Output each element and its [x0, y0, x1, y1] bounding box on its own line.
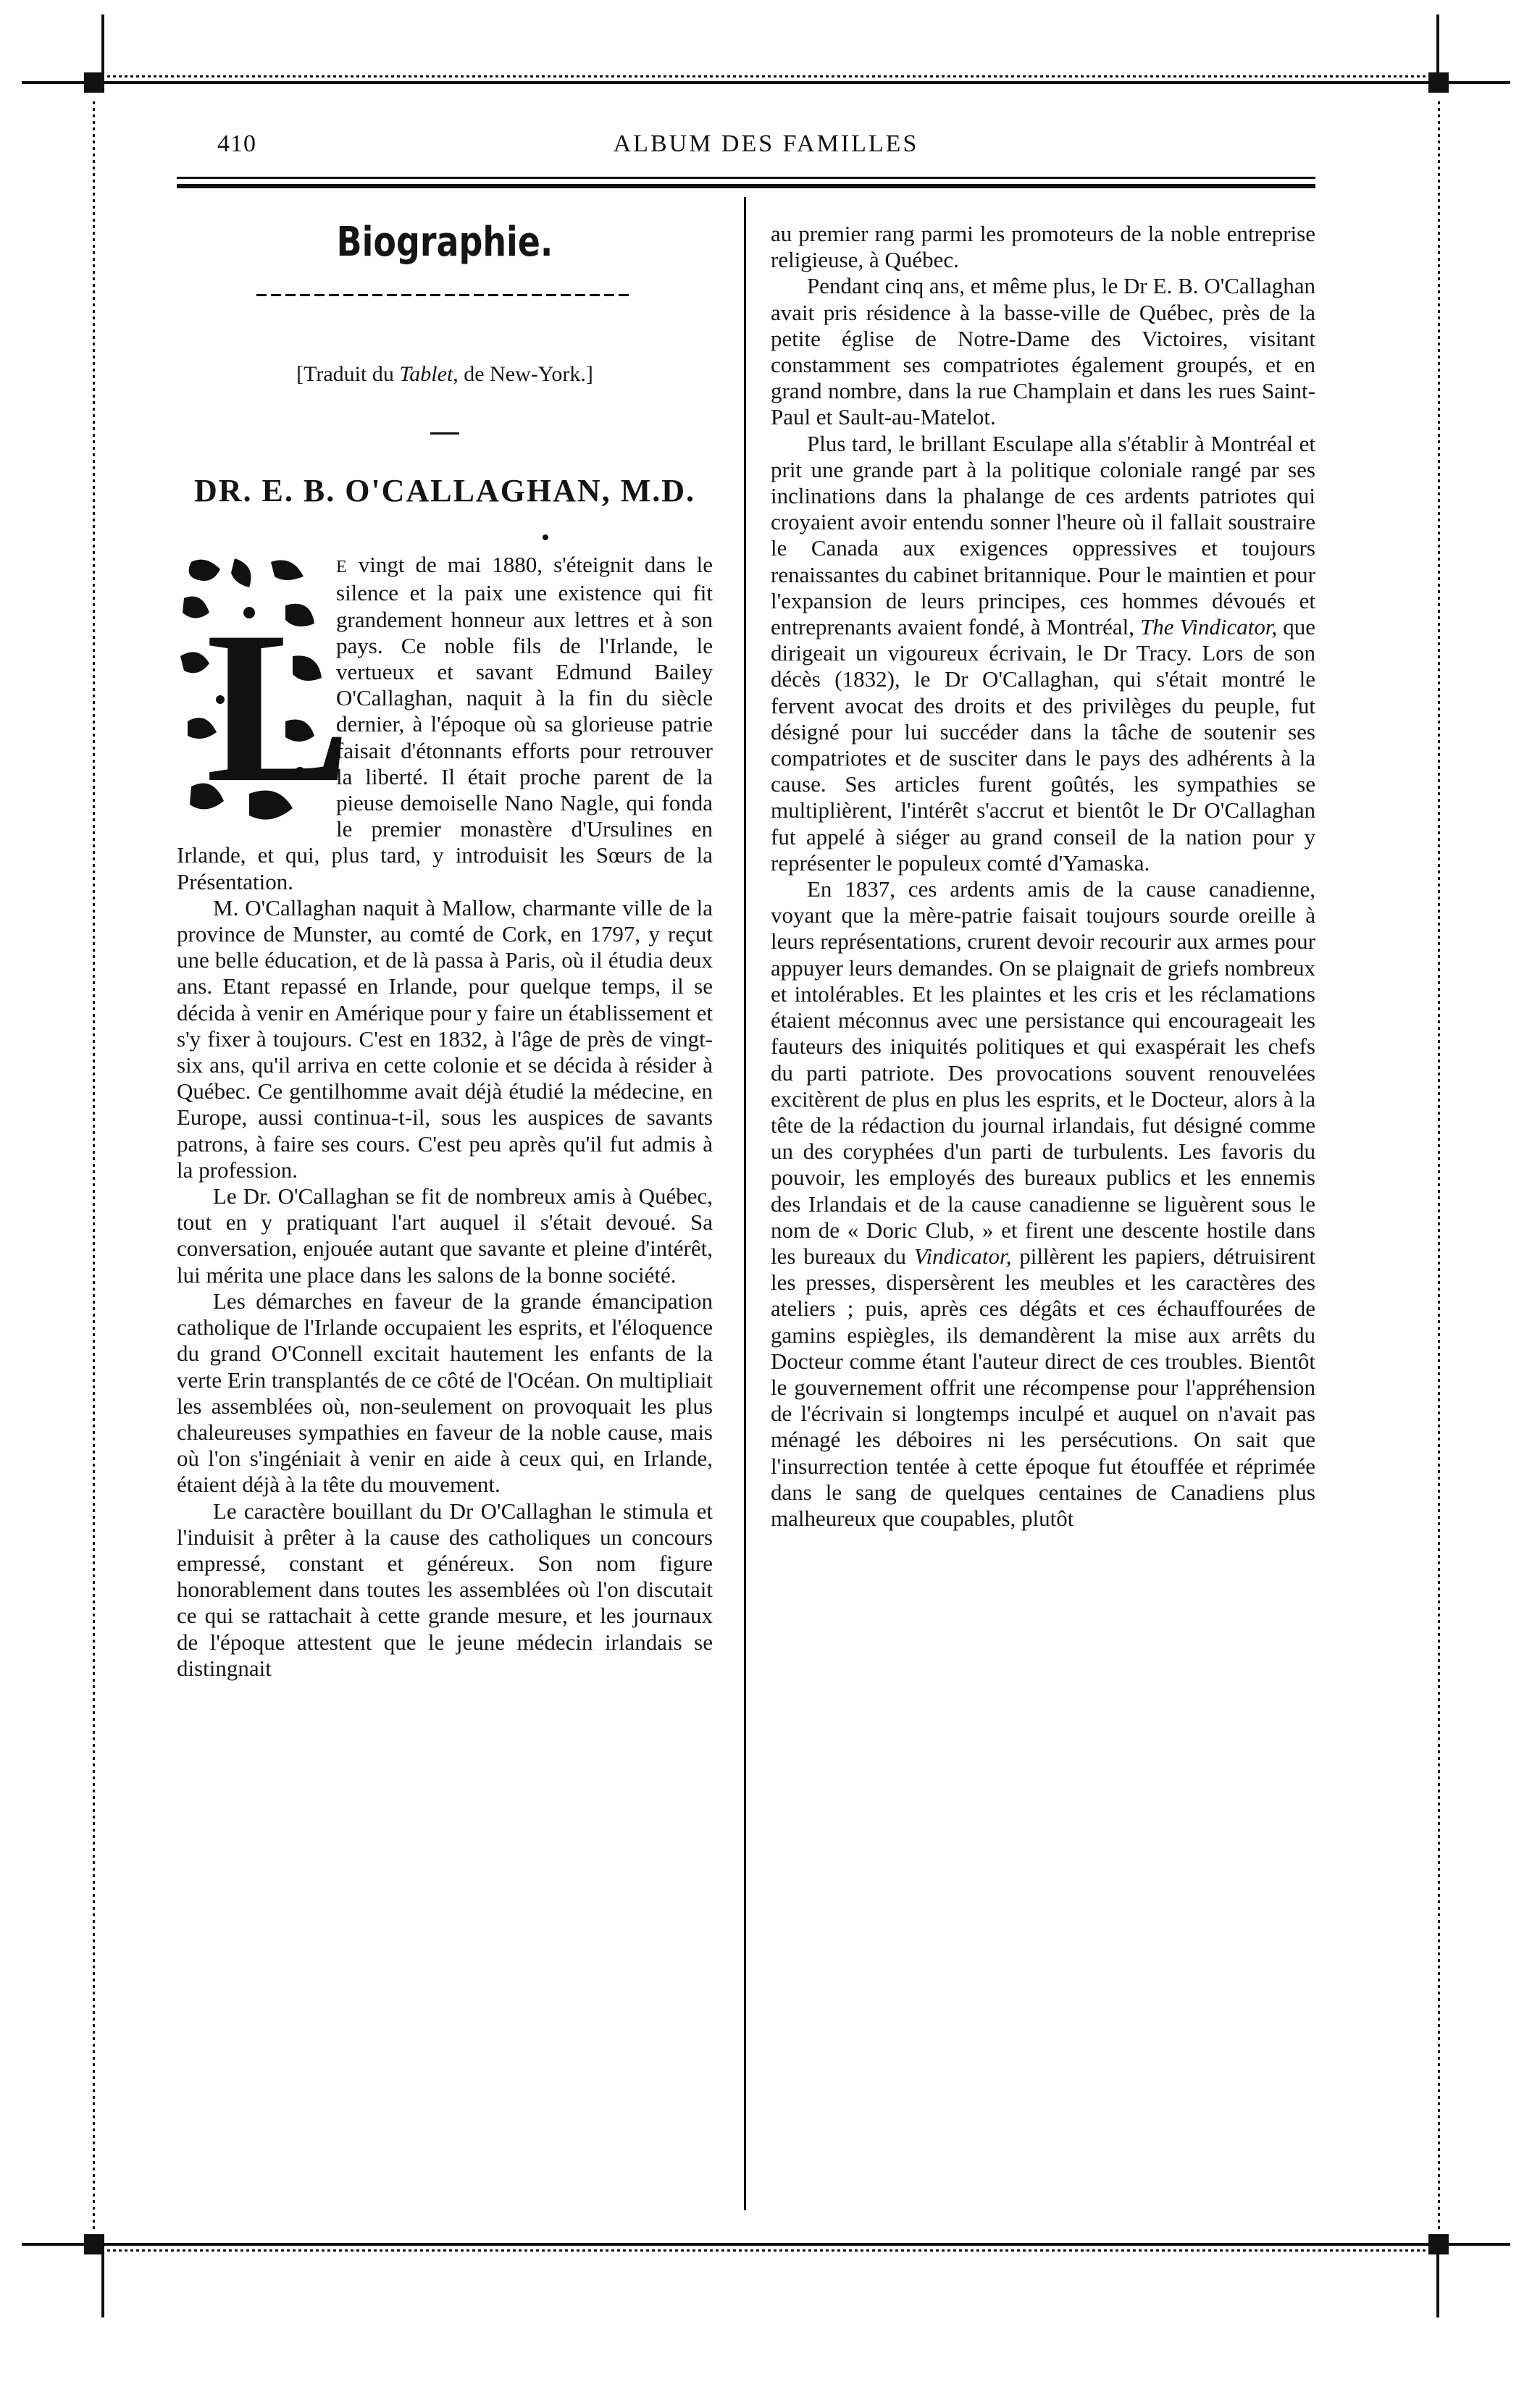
column-divider — [744, 197, 746, 2210]
paragraph-4: Les démarches en faveur de la grande émancipation catholique de l'Irlande occupaient les esprits, et l'éloquence du grand O'Connell excitait hautement les enfants de la verte Erin transplantés de ce côté de l'Océan. On multipliait les assemblées où, non-seulement on provoquait les plus chaleureuses sympathies en faveur de la noble cause, mais où l'on s'ingéniait à venir en aide à ceux qui, en Irlande, étaient déjà à la tête du mouvement. — [177, 1288, 713, 1498]
source-note-suffix: , de New-York.] — [453, 362, 593, 386]
ornament-dot — [543, 534, 548, 540]
corner-spike-top-right — [1436, 14, 1439, 80]
frame-right-border — [1438, 101, 1440, 2231]
frame-top-border — [43, 81, 1489, 84]
corner-ornament-bottom-left — [84, 2234, 104, 2254]
source-note-prefix: [Traduit du — [296, 362, 400, 386]
corner-ornament-bottom-right — [1428, 2234, 1449, 2254]
paragraph-7-text-a: Plus tard, le brillant Esculape alla s'établir à Montréal et prit une grande part à la politique coloniale rangé par ses inclinations dans la phalange de ces ardents patriotes qui croyaient avoir entendu sonner l'heure où il fallait soustraire le Canada aux exigences oppressives et toujours renaissantes du cabinet britannique. Pour le maintien et pour l'expansion de leurs principes, ces hommes dévoués et entreprenants avaient fondé, à Montréal, — [771, 430, 1315, 640]
corner-spike-left-bottom — [22, 2243, 72, 2246]
frame-bottom-border — [43, 2243, 1489, 2246]
frame-left-border — [93, 101, 95, 2231]
paragraph-8-text-b: pillèrent les papiers, détruisirent les presses, dispersèrent les meubles et les caractères des ateliers ; puis, après ces dégâts et ces échauffourées de gamins espiègles, ils demandèrent la mise aux arrêts du Docteur comme étant l'auteur direct de ces troubles. Bientôt le gouvernement offrit une récompense pour l'appréhension de l'écrivain si longtemps inculpé et auquel on n'avait pas ménagé les déboires ni les persécutions. On sait que l'insurrection tentée à cette époque fut étouffée et réprimée dans le sang de quelques centaines de Canadiens plus malheureux que coupables, plutôt — [771, 1243, 1315, 1531]
newspaper-title-vindicator: The Vindicator, — [1140, 614, 1278, 640]
paragraph-5-continued: au premier rang parmi les promoteurs de la noble entreprise religieuse, à Québec. — [771, 221, 1315, 273]
paragraph-6: Pendant cinq ans, et même plus, le Dr E. B. O'Callaghan avait pris résidence à la basse-ville de Québec, près de la petite église de Notre-Dame des Victoires, visitant constamment ses compatriotes également groupés, et en grand nombre, dans la rue Champlain et dans les rues Saint-Paul et Sault-au-Matelot. — [771, 273, 1315, 430]
page-number: 410 — [217, 130, 256, 157]
right-column — [771, 221, 1315, 1532]
drop-cap-letter: L — [206, 587, 351, 828]
corner-spike-bottom-right — [1436, 2252, 1439, 2317]
header-rule-top — [177, 177, 1315, 179]
article-title: DR. E. B. O'CALLAGHAN, M.D. — [193, 473, 696, 509]
heading-divider — [256, 294, 633, 296]
section-heading: Biographie. — [336, 219, 553, 266]
paragraph-8 — [771, 876, 1315, 1532]
source-note-publication: Tablet — [399, 362, 453, 386]
paragraph-5: Le caractère bouillant du Dr O'Callaghan le stimula et l'induisit à prêter à la cause des catholiques un concours empressé, constant et généreux. Son nom figure honorablement dans toutes les assemblées où l'on discutait ce qui se rattachait à cette grande mesure, et les journaux de l'époque attestent que le jeune médecin irlandais se distingnait — [177, 1498, 713, 1681]
running-title: ALBUM DES FAMILLES — [613, 130, 919, 157]
paragraph-1-text: vingt de mai 1880, s'éteignit dans le silence et la paix une existence qui fit grandement honneur aux lettres et à son pays. Ce noble fils de l'Irlande, le vertueux et savant Edmund Bailey O'Callaghan, naquit à la fin du siècle dernier, à l'époque où sa glorieuse patrie faisait d'étonnants efforts pour retrouver la liberté. Il était proche parent de la pieuse demoiselle Nano Nagle, qui fonda le premier monastère d'Ursulines en Irlande, et qui, plus tard, y introduisit les Sœurs de la Présentation. — [177, 552, 713, 894]
corner-spike-right-top — [1460, 81, 1510, 84]
corner-spike-left-top — [22, 81, 72, 84]
paragraph-3: Le Dr. O'Callaghan se fit de nombreux amis à Québec, tout en y pratiquant l'art auquel il s'était devoué. Sa conversation, enjouée autant que savante et pleine d'intérêt, lui mérita une place dans les salons de la bonne société. — [177, 1183, 713, 1288]
frame-top-ornament — [101, 75, 1434, 77]
short-divider — [430, 432, 459, 435]
paragraph-7-text-b: que dirigeait un vigoureux écrivain, le Dr Tracy. Lors de son décès (1832), le Dr O'Callaghan, qui s'était montré le fervent avocat des droits et des privilèges du peuple, fut désigné pour lui succéder dans la tâche de soutenir ses compatriotes et de susciter dans le pays des adhérents à la cause. Ses articles furent goûtés, les sympathies se multiplièrent, l'intérêt s'accrut et bientôt le Dr O'Callaghan fut appelé à siéger au grand conseil de la nation pour y représenter le populeux comté d'Yamaska. — [771, 614, 1315, 876]
frame-bottom-ornament — [101, 2249, 1434, 2252]
corner-spike-right-bottom — [1460, 2243, 1510, 2246]
corner-spike-top-left — [101, 14, 104, 80]
corner-spike-bottom-left — [101, 2252, 104, 2317]
left-column — [177, 217, 713, 1682]
paragraph-2: M. O'Callaghan naquit à Mallow, charmante ville de la province de Munster, au comté de Cork, en 1797, y reçut une belle éducation, et de là passa à Paris, où il étudia deux ans. Etant repassé en Irlande, pour quelque temps, il se décida à venir en Amérique pour y faire un établissement et s'y fixer à toujours. C'est en 1832, à l'âge de près de vingt-six ans, qu'il arriva en cette colonie et se décida à résider à Québec. Ce gentilhomme avait déjà étudié la médecine, en Europe, aussi continua-t-il, sous les auspices de savants patrons, à faire ses cours. C'est peu après qu'il fut admis à la profession. — [177, 894, 713, 1183]
header-rule-bottom — [177, 184, 1315, 188]
newspaper-name-vindicator: Vindicator, — [913, 1243, 1012, 1269]
source-note — [177, 361, 713, 387]
paragraph-7 — [771, 431, 1315, 876]
decorated-initial — [177, 555, 351, 834]
drop-cap-continuation: E — [336, 558, 348, 577]
paragraph-8-text-a: En 1837, ces ardents amis de la cause canadienne, voyant que la mère-patrie faisait toujours sourde oreille à leurs représentations, crurent devoir recourir aux armes pour appuyer leurs demandes. On se plaignait de griefs nombreux et intolérables. Et les plaintes et les cris et les réclamations étaient méconnus avec une persistance qui encourageait les fauteurs des iniquités politiques et qui exaspérait les chefs du parti patriote. Des provocations souvent renouvelées excitèrent de plus en plus les esprits, et le Docteur, alors à la tête de la rédaction du journal irlandais, fut désigné comme un des coryphées d'un parti de turbulents. Les favoris du pouvoir, les employés des bureaux publics et les ennemis des Irlandais et de la cause canadienne se liguèrent sous le nom de « Doric Club, » et firent une descente hostile dans les bureaux du — [771, 876, 1315, 1269]
article-body-start — [177, 552, 713, 895]
